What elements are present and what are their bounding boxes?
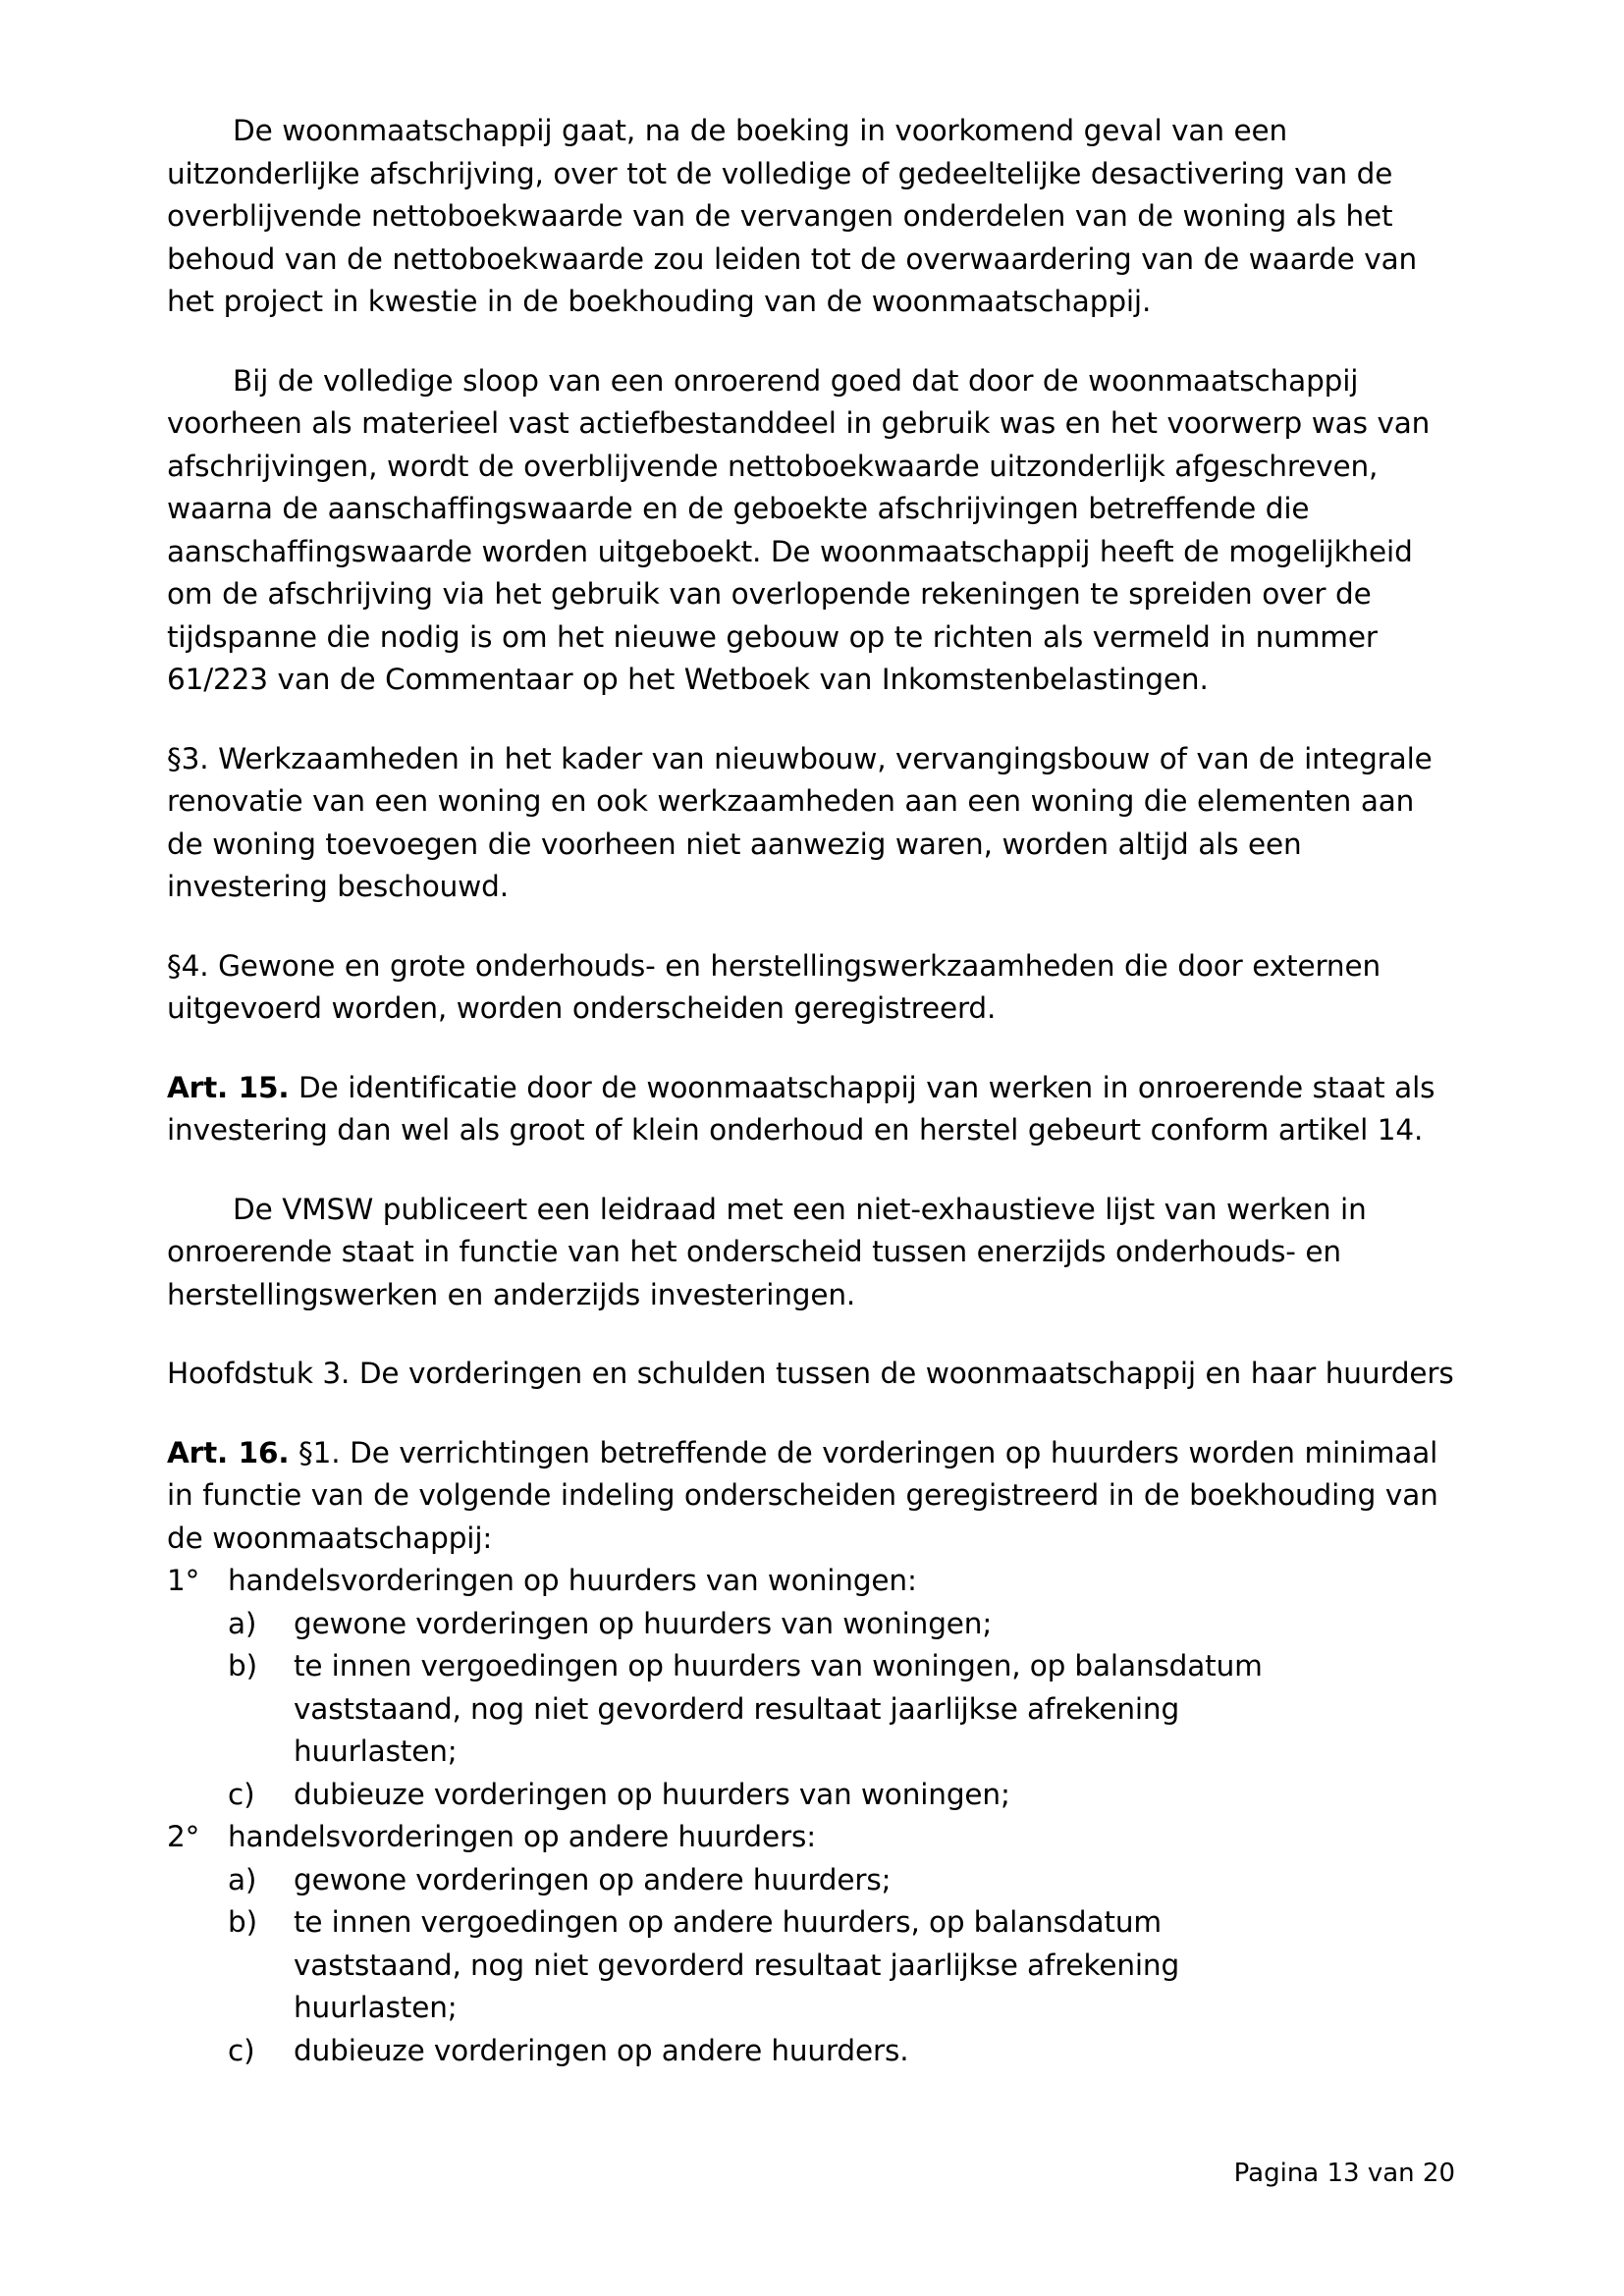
page-number-label: Pagina 13 van 20 bbox=[1233, 2159, 1455, 2188]
list-item-text: gewone vorderingen op huurders van woningen; bbox=[294, 1606, 993, 1640]
list-item-text: dubieuze vorderingen op huurders van woningen; bbox=[294, 1777, 1010, 1811]
list-item bbox=[167, 1560, 1455, 1603]
article-15-label: Art. 15. bbox=[167, 1070, 290, 1104]
paragraph-vmsw: De VMSW publiceert een leidraad met een niet-exhaustieve lijst van werken in onroerende staat in functie van het onderscheid tussen enerzijds onderhouds- en herstellingswerken en anderzijds investeringen. bbox=[167, 1192, 1367, 1311]
list-marker: a) bbox=[228, 1606, 257, 1640]
paragraph-desactivering: De woonmaatschappij gaat, na de boeking in voorkomend geval van een uitzonderlijke afschrijving, over tot de volledige of gedeeltelijke desactivering van de overblijvende nettoboekwaarde van de vervangen onderdelen van de woning als het behoud van de nettoboekwaarde zou leiden tot de overwaardering van de waarde van het project in kwestie in de boekhouding van de woonmaatschappij. bbox=[167, 114, 1418, 318]
article-16-label: Art. 16. bbox=[167, 1435, 290, 1469]
article-16-list bbox=[167, 1560, 1455, 2072]
list-marker: c) bbox=[228, 1777, 255, 1811]
list-marker: b) bbox=[228, 1905, 257, 1939]
list-item bbox=[228, 1901, 1455, 2030]
paragraph-sloop: Bij de volledige sloop van een onroerend goed dat door de woonmaatschappij voorheen als materieel vast actiefbestanddeel in gebruik was en het voorwerp was van afschrijvingen, wordt de overblijvende nettoboekwaarde uitzonderlijk afgeschreven, waarna de aanschaffingswaarde en de geboekte afschrijvingen betreffende die aanschaffingswaarde worden uitgeboekt. De woonmaatschappij heeft de mogelijkheid om de afschrijving via het gebruik van overlopende rekeningen te spreiden over de tijdspanne die nodig is om het nieuwe gebouw op te richten als vermeld in nummer 61/223 van de Commentaar op het Wetboek van Inkomstenbelastingen. bbox=[167, 363, 1431, 696]
list-marker: 2° bbox=[167, 1820, 200, 1853]
list-item bbox=[228, 1645, 1455, 1774]
list-marker: c) bbox=[228, 2033, 255, 2067]
list-marker: a) bbox=[228, 1862, 257, 1896]
paragraph-section-4: §4. Gewone en grote onderhouds- en herstellingswerkzaamheden die door externen uitgevoerd worden, worden onderscheiden geregistreerd. bbox=[167, 948, 1380, 1025]
list-item bbox=[228, 2030, 1455, 2073]
article-15 bbox=[167, 1067, 1455, 1152]
list-marker: 1° bbox=[167, 1564, 200, 1597]
list-marker: b) bbox=[228, 1649, 257, 1682]
list-item-text: gewone vorderingen op andere huurders; bbox=[294, 1862, 892, 1896]
page-content bbox=[167, 110, 1455, 2072]
list-item bbox=[228, 1859, 1455, 1902]
list-item-text: dubieuze vorderingen op andere huurders. bbox=[294, 2033, 909, 2067]
page-footer bbox=[167, 2158, 1455, 2189]
article-15-text: De identificatie door de woonmaatschappij van werken in onroerende staat als investering dan wel als groot of klein onderhoud en herstel gebeurt conform artikel 14. bbox=[167, 1070, 1435, 1147]
article-16 bbox=[167, 1432, 1455, 1561]
list-item-text: handelsvorderingen op huurders van woningen: bbox=[228, 1564, 917, 1597]
list-item-text: handelsvorderingen op andere huurders: bbox=[228, 1820, 816, 1853]
list-item-text: te innen vergoedingen op huurders van woningen, op balansdatum vaststaand, nog niet gevorderd resultaat jaarlijkse afrekening huurlasten; bbox=[294, 1649, 1263, 1768]
chapter-heading-3: Hoofdstuk 3. De vorderingen en schulden tussen de woonmaatschappij en haar huurders bbox=[167, 1357, 1454, 1390]
list-item bbox=[167, 1816, 1455, 1859]
article-16-lead-text: §1. De verrichtingen betreffende de vorderingen op huurders worden minimaal in functie van de volgende indeling onderscheiden geregistreerd in de boekhouding van de woonmaatschappij: bbox=[167, 1435, 1438, 1555]
list-item bbox=[228, 1603, 1455, 1646]
list-item-text: te innen vergoedingen op andere huurders, op balansdatum vaststaand, nog niet gevorderd resultaat jaarlijkse afrekening huurlasten; bbox=[294, 1905, 1180, 2024]
list-item bbox=[228, 1774, 1455, 1817]
paragraph-section-3: §3. Werkzaamheden in het kader van nieuwbouw, vervangingsbouw of van de integrale renovatie van een woning en ook werkzaamheden aan een woning die elementen aan de woning toevoegen die voorheen niet aanwezig waren, worden altijd als een investering beschouwd. bbox=[167, 741, 1433, 903]
